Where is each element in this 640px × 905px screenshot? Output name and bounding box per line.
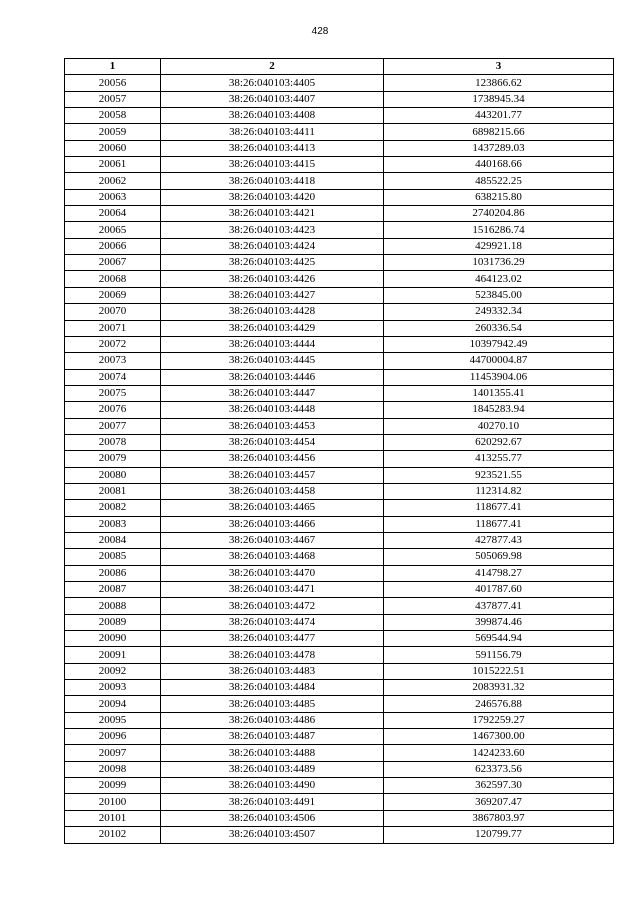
row-number-cell: 20075 xyxy=(65,385,161,401)
table-row xyxy=(65,402,614,418)
table-row xyxy=(65,222,614,238)
cadastral-number-cell: 38:26:040103:4474 xyxy=(161,614,384,630)
cadastral-number-cell: 38:26:040103:4421 xyxy=(161,206,384,222)
cadastral-value-cell: 1516286.74 xyxy=(384,222,614,238)
cadastral-number-cell: 38:26:040103:4488 xyxy=(161,745,384,761)
cadastral-number-cell: 38:26:040103:4487 xyxy=(161,729,384,745)
table-row xyxy=(65,271,614,287)
cadastral-number-cell: 38:26:040103:4484 xyxy=(161,680,384,696)
table-body xyxy=(65,75,614,843)
row-number-cell: 20057 xyxy=(65,91,161,107)
cadastral-value-cell: 1845283.94 xyxy=(384,402,614,418)
row-number-cell: 20063 xyxy=(65,189,161,205)
table-row xyxy=(65,304,614,320)
cadastral-value-cell: 249332.34 xyxy=(384,304,614,320)
cadastral-value-cell: 1467300.00 xyxy=(384,729,614,745)
cadastral-value-cell: 437877.41 xyxy=(384,598,614,614)
cadastral-value-cell: 123866.62 xyxy=(384,75,614,91)
cadastral-value-cell: 401787.60 xyxy=(384,582,614,598)
table-row xyxy=(65,320,614,336)
row-number-cell: 20068 xyxy=(65,271,161,287)
cadastral-number-cell: 38:26:040103:4483 xyxy=(161,663,384,679)
cadastral-value-cell: 620292.67 xyxy=(384,434,614,450)
cadastral-value-cell: 6898215.66 xyxy=(384,124,614,140)
row-number-cell: 20099 xyxy=(65,778,161,794)
row-number-cell: 20074 xyxy=(65,369,161,385)
cadastral-value-cell: 1424233.60 xyxy=(384,745,614,761)
cadastral-value-cell: 413255.77 xyxy=(384,451,614,467)
cadastral-value-cell: 2740204.86 xyxy=(384,206,614,222)
row-number-cell: 20059 xyxy=(65,124,161,140)
table-row xyxy=(65,696,614,712)
table-row xyxy=(65,238,614,254)
cadastral-number-cell: 38:26:040103:4407 xyxy=(161,91,384,107)
cadastral-value-cell: 569544.94 xyxy=(384,631,614,647)
cadastral-value-cell: 623373.56 xyxy=(384,761,614,777)
table-row xyxy=(65,369,614,385)
row-number-cell: 20082 xyxy=(65,500,161,516)
row-number-cell: 20080 xyxy=(65,467,161,483)
row-number-cell: 20091 xyxy=(65,647,161,663)
cadastral-value-table xyxy=(64,58,614,844)
cadastral-number-cell: 38:26:040103:4465 xyxy=(161,500,384,516)
cadastral-number-cell: 38:26:040103:4427 xyxy=(161,287,384,303)
cadastral-value-cell: 112314.82 xyxy=(384,483,614,499)
row-number-cell: 20088 xyxy=(65,598,161,614)
row-number-cell: 20087 xyxy=(65,582,161,598)
row-number-cell: 20084 xyxy=(65,532,161,548)
cadastral-number-cell: 38:26:040103:4471 xyxy=(161,582,384,598)
cadastral-number-cell: 38:26:040103:4447 xyxy=(161,385,384,401)
cadastral-number-cell: 38:26:040103:4428 xyxy=(161,304,384,320)
table-row xyxy=(65,255,614,271)
cadastral-value-cell: 118677.41 xyxy=(384,516,614,532)
table-row xyxy=(65,140,614,156)
cadastral-value-cell: 118677.41 xyxy=(384,500,614,516)
cadastral-number-cell: 38:26:040103:4445 xyxy=(161,353,384,369)
cadastral-value-cell: 11453904.06 xyxy=(384,369,614,385)
row-number-cell: 20058 xyxy=(65,108,161,124)
row-number-cell: 20102 xyxy=(65,827,161,843)
cadastral-number-cell: 38:26:040103:4456 xyxy=(161,451,384,467)
row-number-cell: 20098 xyxy=(65,761,161,777)
row-number-cell: 20095 xyxy=(65,712,161,728)
cadastral-number-cell: 38:26:040103:4491 xyxy=(161,794,384,810)
row-number-cell: 20083 xyxy=(65,516,161,532)
cadastral-number-cell: 38:26:040103:4418 xyxy=(161,173,384,189)
cadastral-number-cell: 38:26:040103:4457 xyxy=(161,467,384,483)
cadastral-value-cell: 10397942.49 xyxy=(384,336,614,352)
row-number-cell: 20065 xyxy=(65,222,161,238)
cadastral-number-cell: 38:26:040103:4468 xyxy=(161,549,384,565)
table-row xyxy=(65,598,614,614)
row-number-cell: 20086 xyxy=(65,565,161,581)
table-row xyxy=(65,353,614,369)
column-header-1: 1 xyxy=(65,59,161,75)
row-number-cell: 20096 xyxy=(65,729,161,745)
page-number: 428 xyxy=(311,26,329,37)
row-number-cell: 20093 xyxy=(65,680,161,696)
row-number-cell: 20061 xyxy=(65,157,161,173)
cadastral-value-cell: 443201.77 xyxy=(384,108,614,124)
table-row xyxy=(65,647,614,663)
row-number-cell: 20071 xyxy=(65,320,161,336)
cadastral-value-cell: 523845.00 xyxy=(384,287,614,303)
row-number-cell: 20069 xyxy=(65,287,161,303)
cadastral-value-cell: 440168.66 xyxy=(384,157,614,173)
table-row xyxy=(65,810,614,826)
table-row xyxy=(65,582,614,598)
table-row xyxy=(65,336,614,352)
table-row xyxy=(65,173,614,189)
table-row xyxy=(65,680,614,696)
row-number-cell: 20073 xyxy=(65,353,161,369)
table-row xyxy=(65,778,614,794)
row-number-cell: 20092 xyxy=(65,663,161,679)
table-row xyxy=(65,614,614,630)
cadastral-number-cell: 38:26:040103:4426 xyxy=(161,271,384,287)
table-row xyxy=(65,206,614,222)
table-row xyxy=(65,385,614,401)
table-row xyxy=(65,451,614,467)
cadastral-number-cell: 38:26:040103:4446 xyxy=(161,369,384,385)
row-number-cell: 20062 xyxy=(65,173,161,189)
cadastral-value-cell: 464123.02 xyxy=(384,271,614,287)
table-row xyxy=(65,189,614,205)
cadastral-value-cell: 414798.27 xyxy=(384,565,614,581)
cadastral-number-cell: 38:26:040103:4485 xyxy=(161,696,384,712)
table-row xyxy=(65,434,614,450)
row-number-cell: 20090 xyxy=(65,631,161,647)
cadastral-value-cell: 1437289.03 xyxy=(384,140,614,156)
cadastral-value-cell: 429921.18 xyxy=(384,238,614,254)
table-row xyxy=(65,467,614,483)
cadastral-number-cell: 38:26:040103:4420 xyxy=(161,189,384,205)
cadastral-number-cell: 38:26:040103:4424 xyxy=(161,238,384,254)
table-row xyxy=(65,91,614,107)
table-row xyxy=(65,761,614,777)
cadastral-value-cell: 1031736.29 xyxy=(384,255,614,271)
table-row xyxy=(65,663,614,679)
table-row xyxy=(65,287,614,303)
cadastral-value-cell: 923521.55 xyxy=(384,467,614,483)
cadastral-number-cell: 38:26:040103:4490 xyxy=(161,778,384,794)
table-row xyxy=(65,500,614,516)
cadastral-number-cell: 38:26:040103:4466 xyxy=(161,516,384,532)
cadastral-value-cell: 1738945.34 xyxy=(384,91,614,107)
table-row xyxy=(65,418,614,434)
cadastral-value-cell: 591156.79 xyxy=(384,647,614,663)
cadastral-value-cell: 1015222.51 xyxy=(384,663,614,679)
row-number-cell: 20072 xyxy=(65,336,161,352)
cadastral-number-cell: 38:26:040103:4405 xyxy=(161,75,384,91)
table-row xyxy=(65,108,614,124)
cadastral-number-cell: 38:26:040103:4506 xyxy=(161,810,384,826)
cadastral-number-cell: 38:26:040103:4413 xyxy=(161,140,384,156)
cadastral-value-cell: 485522.25 xyxy=(384,173,614,189)
cadastral-number-cell: 38:26:040103:4423 xyxy=(161,222,384,238)
row-number-cell: 20085 xyxy=(65,549,161,565)
table-row xyxy=(65,516,614,532)
cadastral-number-cell: 38:26:040103:4470 xyxy=(161,565,384,581)
cadastral-number-cell: 38:26:040103:4467 xyxy=(161,532,384,548)
cadastral-number-cell: 38:26:040103:4486 xyxy=(161,712,384,728)
cadastral-number-cell: 38:26:040103:4458 xyxy=(161,483,384,499)
row-number-cell: 20081 xyxy=(65,483,161,499)
cadastral-value-cell: 44700004.87 xyxy=(384,353,614,369)
cadastral-value-cell: 427877.43 xyxy=(384,532,614,548)
cadastral-value-cell: 505069.98 xyxy=(384,549,614,565)
cadastral-value-cell: 399874.46 xyxy=(384,614,614,630)
row-number-cell: 20066 xyxy=(65,238,161,254)
cadastral-number-cell: 38:26:040103:4415 xyxy=(161,157,384,173)
cadastral-number-cell: 38:26:040103:4472 xyxy=(161,598,384,614)
cadastral-number-cell: 38:26:040103:4454 xyxy=(161,434,384,450)
table-row xyxy=(65,729,614,745)
row-number-cell: 20064 xyxy=(65,206,161,222)
cadastral-number-cell: 38:26:040103:4507 xyxy=(161,827,384,843)
row-number-cell: 20070 xyxy=(65,304,161,320)
row-number-cell: 20060 xyxy=(65,140,161,156)
cadastral-value-cell: 1792259.27 xyxy=(384,712,614,728)
row-number-cell: 20076 xyxy=(65,402,161,418)
cadastral-value-cell: 1401355.41 xyxy=(384,385,614,401)
cadastral-value-cell: 3867803.97 xyxy=(384,810,614,826)
table-row xyxy=(65,712,614,728)
row-number-cell: 20094 xyxy=(65,696,161,712)
table-row xyxy=(65,483,614,499)
table-row xyxy=(65,75,614,91)
cadastral-value-cell: 246576.88 xyxy=(384,696,614,712)
column-header-2: 2 xyxy=(161,59,384,75)
cadastral-value-cell: 40270.10 xyxy=(384,418,614,434)
cadastral-number-cell: 38:26:040103:4448 xyxy=(161,402,384,418)
cadastral-number-cell: 38:26:040103:4444 xyxy=(161,336,384,352)
row-number-cell: 20079 xyxy=(65,451,161,467)
table-row xyxy=(65,532,614,548)
cadastral-value-cell: 260336.54 xyxy=(384,320,614,336)
row-number-cell: 20097 xyxy=(65,745,161,761)
cadastral-number-cell: 38:26:040103:4453 xyxy=(161,418,384,434)
table-row xyxy=(65,745,614,761)
cadastral-number-cell: 38:26:040103:4425 xyxy=(161,255,384,271)
row-number-cell: 20077 xyxy=(65,418,161,434)
cadastral-value-cell: 2083931.32 xyxy=(384,680,614,696)
cadastral-number-cell: 38:26:040103:4408 xyxy=(161,108,384,124)
table-row xyxy=(65,565,614,581)
table-row xyxy=(65,631,614,647)
column-header-3: 3 xyxy=(384,59,614,75)
cadastral-number-cell: 38:26:040103:4489 xyxy=(161,761,384,777)
cadastral-value-cell: 369207.47 xyxy=(384,794,614,810)
table-row xyxy=(65,549,614,565)
table-header-row xyxy=(65,59,614,75)
cadastral-number-cell: 38:26:040103:4478 xyxy=(161,647,384,663)
table-row xyxy=(65,124,614,140)
cadastral-number-cell: 38:26:040103:4429 xyxy=(161,320,384,336)
row-number-cell: 20089 xyxy=(65,614,161,630)
row-number-cell: 20101 xyxy=(65,810,161,826)
row-number-cell: 20078 xyxy=(65,434,161,450)
table-row xyxy=(65,827,614,843)
cadastral-value-cell: 362597.30 xyxy=(384,778,614,794)
cadastral-number-cell: 38:26:040103:4477 xyxy=(161,631,384,647)
table-row xyxy=(65,794,614,810)
row-number-cell: 20056 xyxy=(65,75,161,91)
row-number-cell: 20067 xyxy=(65,255,161,271)
cadastral-number-cell: 38:26:040103:4411 xyxy=(161,124,384,140)
row-number-cell: 20100 xyxy=(65,794,161,810)
table-row xyxy=(65,157,614,173)
cadastral-value-cell: 638215.80 xyxy=(384,189,614,205)
cadastral-value-cell: 120799.77 xyxy=(384,827,614,843)
